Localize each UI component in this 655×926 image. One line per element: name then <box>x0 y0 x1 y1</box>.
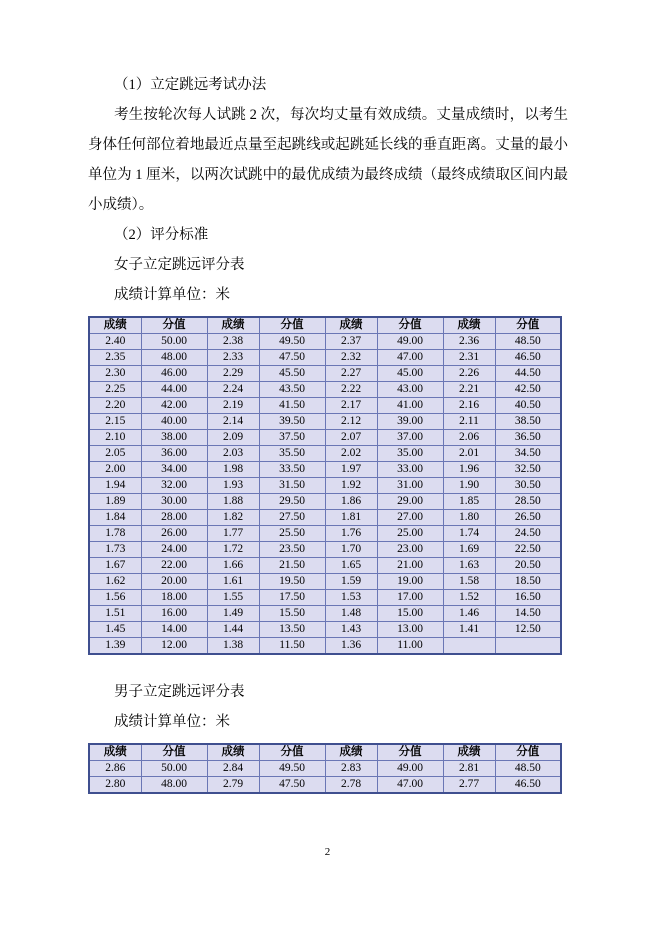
cell: 1.36 <box>325 638 377 655</box>
column-header: 成绩 <box>443 317 495 334</box>
cell: 33.50 <box>259 462 325 478</box>
cell: 1.78 <box>89 526 141 542</box>
cell: 11.00 <box>377 638 443 655</box>
column-header: 分值 <box>259 317 325 334</box>
column-header: 成绩 <box>89 744 141 761</box>
cell: 12.00 <box>141 638 207 655</box>
table-row <box>89 446 561 462</box>
cell: 2.21 <box>443 382 495 398</box>
cell: 47.50 <box>259 350 325 366</box>
table-row <box>89 777 561 794</box>
page-number: 2 <box>324 846 331 858</box>
cell: 13.00 <box>377 622 443 638</box>
cell: 1.86 <box>325 494 377 510</box>
cell: 25.50 <box>259 526 325 542</box>
cell: 1.92 <box>325 478 377 494</box>
cell: 2.27 <box>325 366 377 382</box>
cell: 1.65 <box>325 558 377 574</box>
column-header: 成绩 <box>89 317 141 334</box>
section-body-1 <box>88 100 568 220</box>
cell: 1.56 <box>89 590 141 606</box>
cell: 1.49 <box>207 606 259 622</box>
cell: 2.11 <box>443 414 495 430</box>
cell: 49.00 <box>377 334 443 350</box>
table-row <box>89 558 561 574</box>
cell: 1.85 <box>443 494 495 510</box>
cell: 1.41 <box>443 622 495 638</box>
cell: 22.50 <box>495 542 561 558</box>
cell: 45.00 <box>377 366 443 382</box>
cell: 1.94 <box>89 478 141 494</box>
table-row <box>89 638 561 655</box>
column-header: 成绩 <box>207 317 259 334</box>
cell: 31.00 <box>377 478 443 494</box>
table-row <box>89 430 561 446</box>
cell: 1.74 <box>443 526 495 542</box>
cell: 32.00 <box>141 478 207 494</box>
cell: 29.50 <box>259 494 325 510</box>
cell: 1.55 <box>207 590 259 606</box>
cell: 2.33 <box>207 350 259 366</box>
table-header-row <box>89 317 561 334</box>
cell: 32.50 <box>495 462 561 478</box>
cell: 41.00 <box>377 398 443 414</box>
table-header-row <box>89 744 561 761</box>
cell: 2.03 <box>207 446 259 462</box>
cell: 36.50 <box>495 430 561 446</box>
cell: 2.80 <box>89 777 141 794</box>
cell: 2.31 <box>443 350 495 366</box>
table-row <box>89 606 561 622</box>
cell: 1.67 <box>89 558 141 574</box>
cell: 2.20 <box>89 398 141 414</box>
cell: 1.52 <box>443 590 495 606</box>
female-table-unit: 成绩计算单位：米 <box>114 287 230 303</box>
cell: 2.86 <box>89 761 141 777</box>
cell: 16.00 <box>141 606 207 622</box>
cell: 2.29 <box>207 366 259 382</box>
cell: 15.00 <box>377 606 443 622</box>
cell: 1.39 <box>89 638 141 655</box>
cell: 33.00 <box>377 462 443 478</box>
cell: 40.00 <box>141 414 207 430</box>
column-header: 分值 <box>495 317 561 334</box>
cell: 2.24 <box>207 382 259 398</box>
cell: 14.00 <box>141 622 207 638</box>
cell: 21.50 <box>259 558 325 574</box>
cell: 13.50 <box>259 622 325 638</box>
cell: 23.50 <box>259 542 325 558</box>
cell: 40.50 <box>495 398 561 414</box>
cell: 2.02 <box>325 446 377 462</box>
cell: 2.40 <box>89 334 141 350</box>
cell: 2.14 <box>207 414 259 430</box>
cell: 2.00 <box>89 462 141 478</box>
cell: 1.46 <box>443 606 495 622</box>
table-row <box>89 761 561 777</box>
cell: 22.00 <box>141 558 207 574</box>
table-row <box>89 462 561 478</box>
cell: 49.00 <box>377 761 443 777</box>
cell: 39.00 <box>377 414 443 430</box>
column-header: 成绩 <box>325 744 377 761</box>
cell: 1.69 <box>443 542 495 558</box>
cell: 37.00 <box>377 430 443 446</box>
cell: 20.00 <box>141 574 207 590</box>
cell: 19.50 <box>259 574 325 590</box>
cell: 1.81 <box>325 510 377 526</box>
cell: 36.00 <box>141 446 207 462</box>
cell: 48.00 <box>141 350 207 366</box>
cell: 30.00 <box>141 494 207 510</box>
column-header: 成绩 <box>207 744 259 761</box>
table-row <box>89 366 561 382</box>
cell: 21.00 <box>377 558 443 574</box>
cell: 2.78 <box>325 777 377 794</box>
table-row <box>89 574 561 590</box>
cell: 26.50 <box>495 510 561 526</box>
cell: 1.73 <box>89 542 141 558</box>
cell: 19.00 <box>377 574 443 590</box>
table-row <box>89 542 561 558</box>
table-row <box>89 590 561 606</box>
cell: 2.19 <box>207 398 259 414</box>
cell: 1.80 <box>443 510 495 526</box>
cell: 31.50 <box>259 478 325 494</box>
cell: 45.50 <box>259 366 325 382</box>
male-table-unit: 成绩计算单位：米 <box>114 714 230 730</box>
cell: 2.09 <box>207 430 259 446</box>
cell: 48.50 <box>495 334 561 350</box>
table-row <box>89 398 561 414</box>
cell: 24.50 <box>495 526 561 542</box>
cell: 26.00 <box>141 526 207 542</box>
cell: 1.53 <box>325 590 377 606</box>
cell: 16.50 <box>495 590 561 606</box>
cell: 25.00 <box>377 526 443 542</box>
cell: 47.00 <box>377 350 443 366</box>
cell: 1.97 <box>325 462 377 478</box>
cell: 39.50 <box>259 414 325 430</box>
cell-empty <box>443 638 495 655</box>
cell: 1.43 <box>325 622 377 638</box>
cell: 48.00 <box>141 777 207 794</box>
cell: 2.01 <box>443 446 495 462</box>
cell: 35.50 <box>259 446 325 462</box>
cell: 2.26 <box>443 366 495 382</box>
cell: 1.70 <box>325 542 377 558</box>
table-row <box>89 526 561 542</box>
cell: 2.38 <box>207 334 259 350</box>
cell: 34.50 <box>495 446 561 462</box>
cell: 48.50 <box>495 761 561 777</box>
cell: 1.38 <box>207 638 259 655</box>
cell: 38.00 <box>141 430 207 446</box>
cell: 1.72 <box>207 542 259 558</box>
cell: 1.93 <box>207 478 259 494</box>
male-score-table <box>88 743 562 794</box>
cell: 2.22 <box>325 382 377 398</box>
cell: 2.05 <box>89 446 141 462</box>
cell: 2.16 <box>443 398 495 414</box>
cell: 50.00 <box>141 334 207 350</box>
cell: 2.77 <box>443 777 495 794</box>
cell: 2.17 <box>325 398 377 414</box>
cell: 23.00 <box>377 542 443 558</box>
table-row <box>89 334 561 350</box>
cell: 46.50 <box>495 777 561 794</box>
spacer <box>88 655 568 677</box>
cell: 2.15 <box>89 414 141 430</box>
cell: 38.50 <box>495 414 561 430</box>
table-row <box>89 510 561 526</box>
cell: 28.50 <box>495 494 561 510</box>
cell: 2.32 <box>325 350 377 366</box>
table-row <box>89 478 561 494</box>
cell: 28.00 <box>141 510 207 526</box>
cell: 2.30 <box>89 366 141 382</box>
cell: 1.48 <box>325 606 377 622</box>
cell: 44.00 <box>141 382 207 398</box>
cell: 2.35 <box>89 350 141 366</box>
cell: 1.98 <box>207 462 259 478</box>
table-row <box>89 622 561 638</box>
cell-empty <box>495 638 561 655</box>
cell: 42.00 <box>141 398 207 414</box>
cell: 44.50 <box>495 366 561 382</box>
cell: 1.96 <box>443 462 495 478</box>
cell: 1.76 <box>325 526 377 542</box>
cell: 11.50 <box>259 638 325 655</box>
male-table-title: 男子立定跳远评分表 <box>114 684 245 700</box>
cell: 27.00 <box>377 510 443 526</box>
cell: 1.63 <box>443 558 495 574</box>
cell: 1.51 <box>89 606 141 622</box>
cell: 42.50 <box>495 382 561 398</box>
cell: 2.10 <box>89 430 141 446</box>
column-header: 分值 <box>141 744 207 761</box>
cell: 1.89 <box>89 494 141 510</box>
section-heading-1: （1）立定跳远考试办法 <box>114 77 267 93</box>
table-row <box>89 494 561 510</box>
cell: 18.50 <box>495 574 561 590</box>
cell: 30.50 <box>495 478 561 494</box>
column-header: 成绩 <box>443 744 495 761</box>
cell: 2.07 <box>325 430 377 446</box>
table-row <box>89 382 561 398</box>
cell: 14.50 <box>495 606 561 622</box>
cell: 1.88 <box>207 494 259 510</box>
cell: 2.81 <box>443 761 495 777</box>
column-header: 分值 <box>495 744 561 761</box>
document-content <box>88 70 568 794</box>
cell: 49.50 <box>259 761 325 777</box>
cell: 24.00 <box>141 542 207 558</box>
cell: 2.79 <box>207 777 259 794</box>
cell: 29.00 <box>377 494 443 510</box>
cell: 46.50 <box>495 350 561 366</box>
section-heading-2: （2）评分标准 <box>114 227 209 243</box>
cell: 1.45 <box>89 622 141 638</box>
table-row <box>89 414 561 430</box>
cell: 20.50 <box>495 558 561 574</box>
cell: 47.00 <box>377 777 443 794</box>
cell: 41.50 <box>259 398 325 414</box>
column-header: 成绩 <box>325 317 377 334</box>
cell: 1.62 <box>89 574 141 590</box>
cell: 2.83 <box>325 761 377 777</box>
cell: 1.59 <box>325 574 377 590</box>
cell: 35.00 <box>377 446 443 462</box>
cell: 2.25 <box>89 382 141 398</box>
cell: 12.50 <box>495 622 561 638</box>
table-row <box>89 350 561 366</box>
column-header: 分值 <box>377 317 443 334</box>
cell: 1.84 <box>89 510 141 526</box>
cell: 43.50 <box>259 382 325 398</box>
cell: 34.00 <box>141 462 207 478</box>
column-header: 分值 <box>141 317 207 334</box>
female-score-table <box>88 316 562 655</box>
cell: 1.44 <box>207 622 259 638</box>
cell: 47.50 <box>259 777 325 794</box>
cell: 1.66 <box>207 558 259 574</box>
cell: 17.00 <box>377 590 443 606</box>
cell: 2.12 <box>325 414 377 430</box>
cell: 2.37 <box>325 334 377 350</box>
cell: 17.50 <box>259 590 325 606</box>
cell: 50.00 <box>141 761 207 777</box>
cell: 27.50 <box>259 510 325 526</box>
column-header: 分值 <box>377 744 443 761</box>
cell: 1.58 <box>443 574 495 590</box>
column-header: 分值 <box>259 744 325 761</box>
cell: 49.50 <box>259 334 325 350</box>
cell: 1.77 <box>207 526 259 542</box>
section-body-1-text: 考生按轮次每人试跳 2 次，每次均丈量有效成绩。丈量成绩时，以考生身体任何部位着地最近点量至起跳线或起跳延长线的垂直距离。丈量的最小单位为 1 厘米，以两次试跳中的最优成绩为最终成绩（最终成绩取区间内最小成绩）。 <box>88 107 568 213</box>
cell: 15.50 <box>259 606 325 622</box>
cell: 43.00 <box>377 382 443 398</box>
cell: 1.90 <box>443 478 495 494</box>
cell: 1.61 <box>207 574 259 590</box>
cell: 18.00 <box>141 590 207 606</box>
cell: 2.36 <box>443 334 495 350</box>
female-table-title: 女子立定跳远评分表 <box>114 257 245 273</box>
cell: 2.06 <box>443 430 495 446</box>
cell: 46.00 <box>141 366 207 382</box>
cell: 2.84 <box>207 761 259 777</box>
cell: 37.50 <box>259 430 325 446</box>
cell: 1.82 <box>207 510 259 526</box>
